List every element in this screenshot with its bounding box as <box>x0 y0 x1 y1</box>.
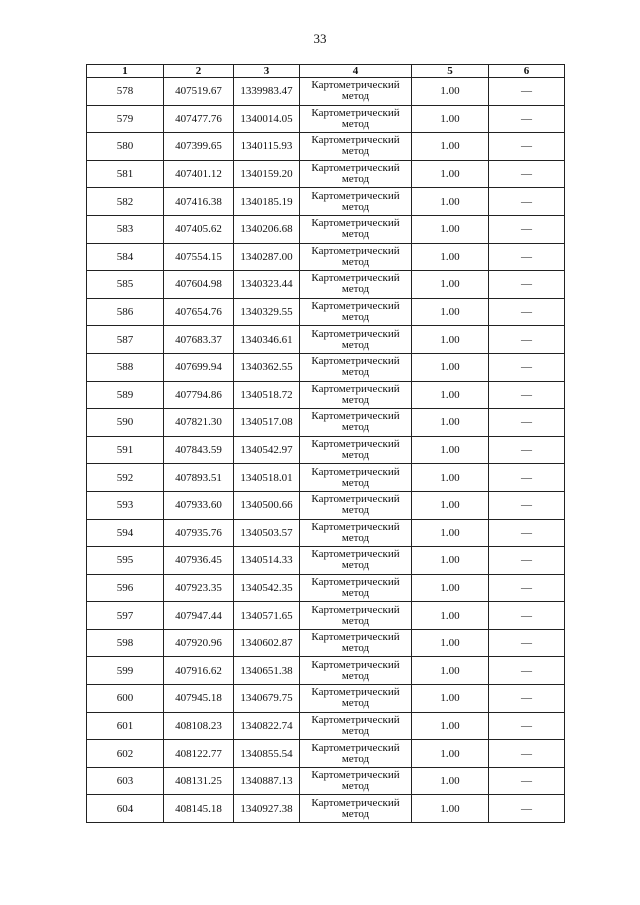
method-line-2: метод <box>341 586 370 599</box>
coord-y-cell: 1340346.61 <box>234 326 300 354</box>
method-cell <box>300 298 412 326</box>
coord-y-cell: 1340362.55 <box>234 353 300 381</box>
point-number-cell: 591 <box>87 436 164 464</box>
coord-y-cell: 1340206.68 <box>234 215 300 243</box>
coord-x-cell: 407699.94 <box>164 353 234 381</box>
method-line-2: метод <box>341 393 370 406</box>
table-body <box>87 78 565 823</box>
header-col-4: 4 <box>300 65 412 78</box>
page-number: 33 <box>313 31 327 46</box>
table-row <box>87 767 565 795</box>
coord-y-cell: 1340571.65 <box>234 602 300 630</box>
method-line-2: метод <box>341 669 370 682</box>
note-cell: — <box>489 243 565 271</box>
method-cell <box>300 409 412 437</box>
coord-y-cell: 1340115.93 <box>234 133 300 161</box>
note-cell: — <box>489 795 565 823</box>
coord-x-cell: 408122.77 <box>164 740 234 768</box>
note-cell: — <box>489 133 565 161</box>
coord-x-cell: 407604.98 <box>164 271 234 299</box>
note-cell: — <box>489 326 565 354</box>
method-line-1: Картометрический <box>311 244 400 257</box>
table-row <box>87 436 565 464</box>
coord-y-cell: 1340542.35 <box>234 574 300 602</box>
method-line-1: Картометрический <box>311 355 400 368</box>
note-cell: — <box>489 547 565 575</box>
note-cell: — <box>489 712 565 740</box>
note-cell: — <box>489 105 565 133</box>
point-number-cell: 579 <box>87 105 164 133</box>
point-number-cell: 595 <box>87 547 164 575</box>
accuracy-cell: 1.00 <box>412 491 489 519</box>
note-cell: — <box>489 574 565 602</box>
point-number-cell: 582 <box>87 188 164 216</box>
accuracy-cell: 1.00 <box>412 464 489 492</box>
method-line-2: метод <box>341 338 370 351</box>
method-line-1: Картометрический <box>311 520 400 533</box>
method-cell <box>300 188 412 216</box>
table-row <box>87 105 565 133</box>
point-number-cell: 580 <box>87 133 164 161</box>
table-row <box>87 298 565 326</box>
accuracy-cell: 1.00 <box>412 215 489 243</box>
header-col-6: 6 <box>489 65 565 78</box>
coord-x-cell: 407654.76 <box>164 298 234 326</box>
point-number-cell: 589 <box>87 381 164 409</box>
header-row <box>87 65 565 78</box>
coord-y-cell: 1340679.75 <box>234 685 300 713</box>
method-line-2: метод <box>341 283 370 296</box>
header-col-2: 2 <box>164 65 234 78</box>
method-line-1: Картометрический <box>311 493 400 506</box>
coord-x-cell: 407933.60 <box>164 491 234 519</box>
table-row <box>87 271 565 299</box>
accuracy-cell: 1.00 <box>412 436 489 464</box>
coord-x-cell: 407843.59 <box>164 436 234 464</box>
table-row <box>87 215 565 243</box>
point-number-cell: 586 <box>87 298 164 326</box>
accuracy-cell: 1.00 <box>412 740 489 768</box>
method-line-2: метод <box>341 449 370 462</box>
method-line-1: Картометрический <box>311 272 400 285</box>
note-cell: — <box>489 657 565 685</box>
coord-x-cell: 407920.96 <box>164 629 234 657</box>
method-cell <box>300 353 412 381</box>
accuracy-cell: 1.00 <box>412 685 489 713</box>
coord-y-cell: 1340651.38 <box>234 657 300 685</box>
method-line-1: Картометрический <box>311 769 400 782</box>
note-cell: — <box>489 685 565 713</box>
point-number-cell: 598 <box>87 629 164 657</box>
method-line-2: метод <box>341 642 370 655</box>
accuracy-cell: 1.00 <box>412 657 489 685</box>
method-cell <box>300 464 412 492</box>
coord-x-cell: 407794.86 <box>164 381 234 409</box>
coord-x-cell: 407554.15 <box>164 243 234 271</box>
header-col-5: 5 <box>412 65 489 78</box>
accuracy-cell: 1.00 <box>412 271 489 299</box>
method-cell <box>300 547 412 575</box>
accuracy-cell: 1.00 <box>412 712 489 740</box>
point-number-cell: 590 <box>87 409 164 437</box>
method-cell <box>300 271 412 299</box>
note-cell: — <box>489 353 565 381</box>
table-row <box>87 353 565 381</box>
method-line-2: метод <box>341 200 370 213</box>
coord-x-cell: 407893.51 <box>164 464 234 492</box>
accuracy-cell: 1.00 <box>412 409 489 437</box>
accuracy-cell: 1.00 <box>412 160 489 188</box>
method-line-2: метод <box>341 614 370 627</box>
note-cell: — <box>489 381 565 409</box>
header-col-1: 1 <box>87 65 164 78</box>
method-cell <box>300 326 412 354</box>
method-line-2: метод <box>341 366 370 379</box>
method-line-1: Картометрический <box>311 106 400 119</box>
coord-x-cell: 407405.62 <box>164 215 234 243</box>
coord-y-cell: 1340518.72 <box>234 381 300 409</box>
accuracy-cell: 1.00 <box>412 574 489 602</box>
table-row <box>87 519 565 547</box>
method-cell <box>300 712 412 740</box>
coord-x-cell: 408131.25 <box>164 767 234 795</box>
table-row <box>87 160 565 188</box>
note-cell: — <box>489 215 565 243</box>
method-line-2: метод <box>341 421 370 434</box>
coord-x-cell: 407935.76 <box>164 519 234 547</box>
note-cell: — <box>489 767 565 795</box>
method-line-1: Картометрический <box>311 631 400 644</box>
accuracy-cell: 1.00 <box>412 795 489 823</box>
method-line-1: Картометрический <box>311 465 400 478</box>
method-line-1: Картометрический <box>311 686 400 699</box>
coord-x-cell: 407477.76 <box>164 105 234 133</box>
table-row <box>87 657 565 685</box>
method-line-2: метод <box>341 255 370 268</box>
method-cell <box>300 795 412 823</box>
method-line-2: метод <box>341 476 370 489</box>
point-number-cell: 603 <box>87 767 164 795</box>
note-cell: — <box>489 436 565 464</box>
method-cell <box>300 215 412 243</box>
table-row <box>87 629 565 657</box>
point-number-cell: 602 <box>87 740 164 768</box>
table-row <box>87 491 565 519</box>
accuracy-cell: 1.00 <box>412 519 489 547</box>
accuracy-cell: 1.00 <box>412 381 489 409</box>
accuracy-cell: 1.00 <box>412 547 489 575</box>
table-row <box>87 381 565 409</box>
note-cell: — <box>489 78 565 106</box>
note-cell: — <box>489 409 565 437</box>
point-number-cell: 583 <box>87 215 164 243</box>
method-line-2: метод <box>341 228 370 241</box>
accuracy-cell: 1.00 <box>412 298 489 326</box>
table-row <box>87 464 565 492</box>
method-cell <box>300 133 412 161</box>
method-line-2: метод <box>341 504 370 517</box>
coord-y-cell: 1340159.20 <box>234 160 300 188</box>
method-cell <box>300 767 412 795</box>
method-line-2: метод <box>341 90 370 103</box>
note-cell: — <box>489 271 565 299</box>
coord-y-cell: 1340542.97 <box>234 436 300 464</box>
method-line-1: Картометрический <box>311 658 400 671</box>
method-cell <box>300 491 412 519</box>
method-cell <box>300 519 412 547</box>
table-row <box>87 409 565 437</box>
table-row <box>87 243 565 271</box>
coord-y-cell: 1340927.38 <box>234 795 300 823</box>
coord-x-cell: 407916.62 <box>164 657 234 685</box>
note-cell: — <box>489 188 565 216</box>
coord-y-cell: 1340602.87 <box>234 629 300 657</box>
method-cell <box>300 243 412 271</box>
accuracy-cell: 1.00 <box>412 326 489 354</box>
method-line-1: Картометрический <box>311 410 400 423</box>
table-row <box>87 78 565 106</box>
table-row <box>87 685 565 713</box>
method-line-2: метод <box>341 780 370 793</box>
accuracy-cell: 1.00 <box>412 188 489 216</box>
accuracy-cell: 1.00 <box>412 105 489 133</box>
table-row <box>87 133 565 161</box>
point-number-cell: 587 <box>87 326 164 354</box>
method-line-1: Картометрический <box>311 603 400 616</box>
point-number-cell: 594 <box>87 519 164 547</box>
method-line-2: метод <box>341 697 370 710</box>
coord-y-cell: 1340518.01 <box>234 464 300 492</box>
method-line-1: Картометрический <box>311 217 400 230</box>
point-number-cell: 599 <box>87 657 164 685</box>
point-number-cell: 592 <box>87 464 164 492</box>
point-number-cell: 593 <box>87 491 164 519</box>
point-number-cell: 601 <box>87 712 164 740</box>
method-cell <box>300 78 412 106</box>
coord-x-cell: 407936.45 <box>164 547 234 575</box>
coord-x-cell: 408145.18 <box>164 795 234 823</box>
method-line-2: метод <box>341 559 370 572</box>
coord-y-cell: 1340855.54 <box>234 740 300 768</box>
method-cell <box>300 105 412 133</box>
table-row <box>87 188 565 216</box>
accuracy-cell: 1.00 <box>412 133 489 161</box>
accuracy-cell: 1.00 <box>412 767 489 795</box>
method-line-1: Картометрический <box>311 796 400 809</box>
coordinates-table <box>86 64 565 823</box>
table-row <box>87 602 565 630</box>
coord-y-cell: 1340500.66 <box>234 491 300 519</box>
method-line-2: метод <box>341 145 370 158</box>
method-line-1: Картометрический <box>311 134 400 147</box>
coord-y-cell: 1340822.74 <box>234 712 300 740</box>
method-line-1: Картометрический <box>311 162 400 175</box>
coord-x-cell: 407401.12 <box>164 160 234 188</box>
method-line-1: Картометрический <box>311 79 400 92</box>
method-line-2: метод <box>341 752 370 765</box>
coord-y-cell: 1340323.44 <box>234 271 300 299</box>
coord-y-cell: 1340014.05 <box>234 105 300 133</box>
point-number-cell: 585 <box>87 271 164 299</box>
accuracy-cell: 1.00 <box>412 602 489 630</box>
method-line-1: Картометрический <box>311 327 400 340</box>
coord-y-cell: 1340514.33 <box>234 547 300 575</box>
method-line-2: метод <box>341 807 370 820</box>
coord-y-cell: 1340287.00 <box>234 243 300 271</box>
header-col-3: 3 <box>234 65 300 78</box>
coord-y-cell: 1340185.19 <box>234 188 300 216</box>
accuracy-cell: 1.00 <box>412 629 489 657</box>
coord-x-cell: 407821.30 <box>164 409 234 437</box>
point-number-cell: 581 <box>87 160 164 188</box>
coord-x-cell: 407399.65 <box>164 133 234 161</box>
point-number-cell: 584 <box>87 243 164 271</box>
coord-x-cell: 407923.35 <box>164 574 234 602</box>
method-line-2: метод <box>341 531 370 544</box>
method-line-2: метод <box>341 311 370 324</box>
point-number-cell: 578 <box>87 78 164 106</box>
method-cell <box>300 657 412 685</box>
point-number-cell: 604 <box>87 795 164 823</box>
point-number-cell: 597 <box>87 602 164 630</box>
method-line-2: метод <box>341 173 370 186</box>
coord-x-cell: 408108.23 <box>164 712 234 740</box>
method-line-1: Картометрический <box>311 189 400 202</box>
note-cell: — <box>489 160 565 188</box>
coord-x-cell: 407947.44 <box>164 602 234 630</box>
table-row <box>87 795 565 823</box>
point-number-cell: 596 <box>87 574 164 602</box>
method-line-1: Картометрический <box>311 438 400 451</box>
accuracy-cell: 1.00 <box>412 353 489 381</box>
method-line-1: Картометрический <box>311 713 400 726</box>
method-line-1: Картометрический <box>311 548 400 561</box>
note-cell: — <box>489 629 565 657</box>
accuracy-cell: 1.00 <box>412 243 489 271</box>
method-line-1: Картометрический <box>311 741 400 754</box>
method-line-2: метод <box>341 117 370 130</box>
coord-y-cell: 1340503.57 <box>234 519 300 547</box>
note-cell: — <box>489 298 565 326</box>
coord-x-cell: 407416.38 <box>164 188 234 216</box>
note-cell: — <box>489 602 565 630</box>
coord-x-cell: 407519.67 <box>164 78 234 106</box>
note-cell: — <box>489 491 565 519</box>
table-row <box>87 740 565 768</box>
coord-y-cell: 1340517.08 <box>234 409 300 437</box>
coord-x-cell: 407683.37 <box>164 326 234 354</box>
method-cell <box>300 602 412 630</box>
method-line-1: Картометрический <box>311 300 400 313</box>
method-line-1: Картометрический <box>311 575 400 588</box>
point-number-cell: 588 <box>87 353 164 381</box>
table-row <box>87 547 565 575</box>
method-cell <box>300 436 412 464</box>
point-number-cell: 600 <box>87 685 164 713</box>
method-cell <box>300 574 412 602</box>
table-row <box>87 574 565 602</box>
table-row <box>87 326 565 354</box>
method-cell <box>300 381 412 409</box>
coord-x-cell: 407945.18 <box>164 685 234 713</box>
method-line-1: Картометрический <box>311 382 400 395</box>
note-cell: — <box>489 519 565 547</box>
coord-y-cell: 1340887.13 <box>234 767 300 795</box>
method-cell <box>300 685 412 713</box>
note-cell: — <box>489 464 565 492</box>
table-header <box>87 65 565 78</box>
method-cell <box>300 629 412 657</box>
coord-y-cell: 1339983.47 <box>234 78 300 106</box>
method-line-2: метод <box>341 724 370 737</box>
table-row <box>87 712 565 740</box>
method-cell <box>300 160 412 188</box>
method-cell <box>300 740 412 768</box>
accuracy-cell: 1.00 <box>412 78 489 106</box>
coord-y-cell: 1340329.55 <box>234 298 300 326</box>
note-cell: — <box>489 740 565 768</box>
